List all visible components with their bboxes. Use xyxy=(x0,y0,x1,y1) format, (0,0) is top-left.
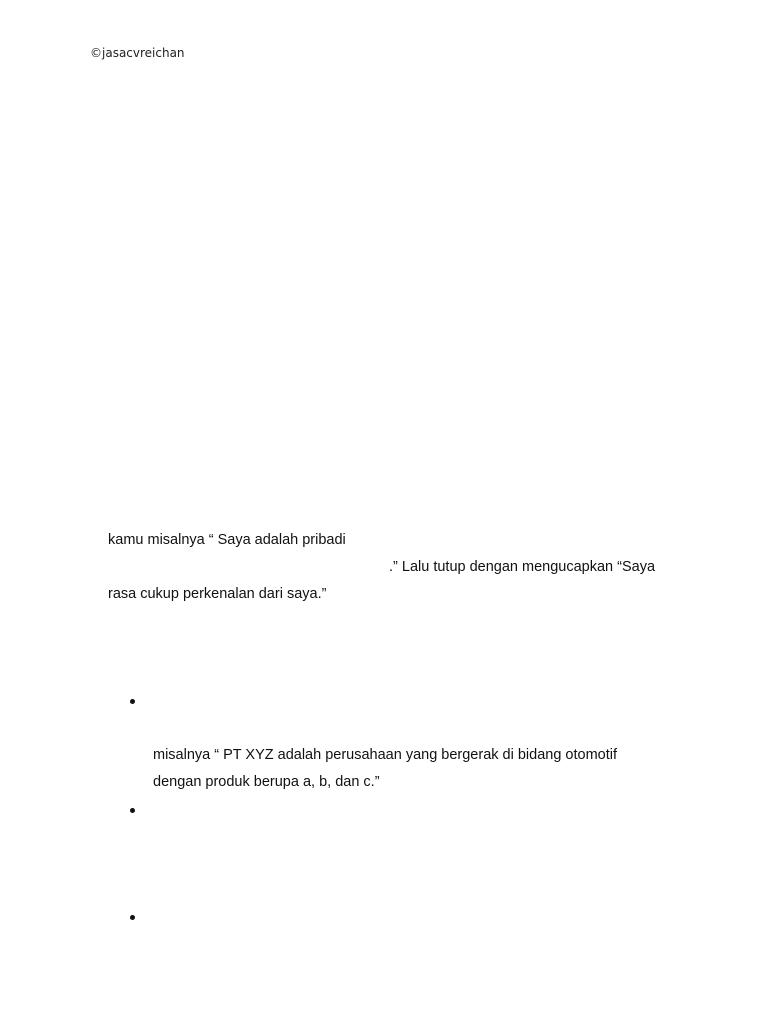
paragraph-line-1: kamu misalnya “ Saya adalah pribadi xyxy=(108,532,346,548)
bullet-item-1-line-2: dengan produk berupa a, b, dan c.” xyxy=(153,774,380,790)
bullet-marker-2 xyxy=(129,807,137,815)
bullet-item-1-line-1: misalnya “ PT XYZ adalah perusahaan yang bergerak di bidang otomotif xyxy=(153,747,618,763)
paragraph-line-2: .” Lalu tutup dengan mengucapkan “Saya xyxy=(389,559,656,575)
bullet-marker-1 xyxy=(129,698,137,706)
watermark-text: ©jasacvreichan xyxy=(90,46,185,60)
paragraph-line-3: rasa cukup perkenalan dari saya.” xyxy=(108,586,327,602)
bullet-marker-3 xyxy=(129,914,137,922)
